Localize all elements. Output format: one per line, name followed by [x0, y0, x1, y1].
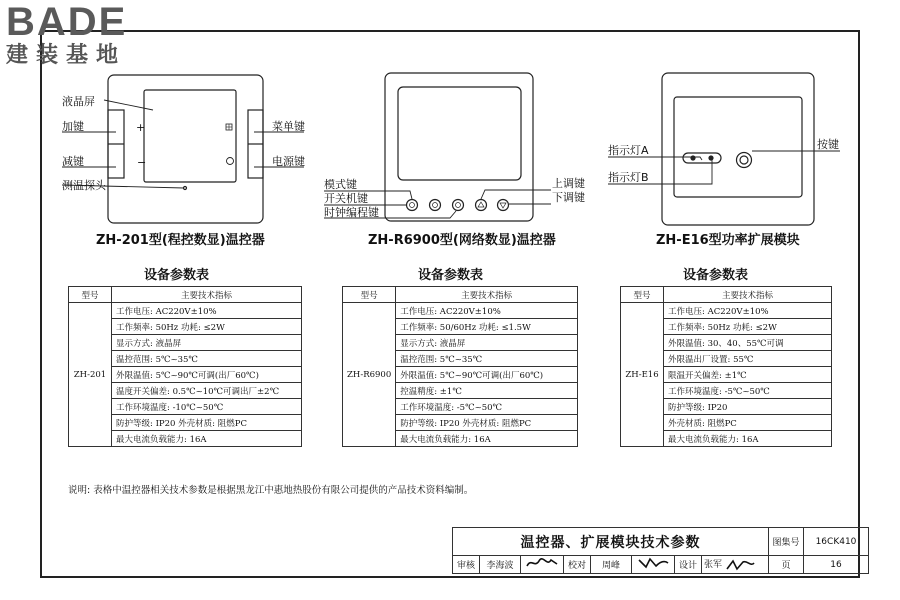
table-model: ZH-R6900	[343, 303, 396, 447]
r6900-down-button	[498, 200, 509, 211]
table-title-zh201: 设备参数表	[144, 268, 210, 283]
label-lcd: 液晶屏	[62, 95, 95, 108]
spec-table-zh201	[68, 286, 302, 447]
label-power-key: 电源键	[272, 155, 305, 168]
table-header: 型号	[621, 287, 664, 303]
table-row: 限温开关偏差: ±1℃	[664, 367, 832, 383]
label-clock-key: 时钟编程键	[324, 206, 379, 219]
e16-key-inner	[740, 156, 748, 164]
table-row: 显示方式: 液晶屏	[112, 335, 302, 351]
logo-brand: BADE	[6, 0, 128, 44]
table-row: 工作环境温度: -5℃~50℃	[396, 399, 578, 415]
designer-name: 张军	[704, 560, 723, 571]
logo-subtitle: 建装基地	[6, 43, 127, 68]
table-row: 工作频率: 50Hz 功耗: ≤2W	[112, 319, 302, 335]
table-row: 工作环境温度: -5℃~50℃	[664, 383, 832, 399]
table-row: 外壳材质: 阻燃PC	[664, 415, 832, 431]
zh201-body	[108, 75, 263, 223]
r6900-mode-button	[407, 200, 418, 211]
label-lamp-b: 指示灯B	[608, 171, 649, 184]
label-lamp-a: 指示灯A	[608, 144, 649, 157]
checker-name: 周峰	[591, 556, 632, 574]
drawing-title: 温控器、扩展模块技术参数	[453, 528, 769, 556]
table-row: 防护等级: IP20	[664, 399, 832, 415]
checker-signature	[632, 556, 675, 574]
caption-r6900: ZH-R6900型(网络数显)温控器	[368, 233, 556, 248]
table-row: 显示方式: 液晶屏	[396, 335, 578, 351]
table-row: 温控范围: 5℃~35℃	[396, 351, 578, 367]
plus-glyph: +	[136, 121, 146, 134]
reviewer-name: 李海波	[480, 556, 521, 574]
e16-panel	[674, 97, 802, 197]
label-onoff-key: 开关机键	[324, 192, 368, 205]
table-header: 主要技术指标	[112, 287, 302, 303]
label-up-key: 上调键	[552, 177, 585, 190]
table-row: 工作频率: 50/60Hz 功耗: ≤1.5W	[396, 319, 578, 335]
note-text: 说明: 表格中温控器相关技术参数是根据黑龙江中惠地热股份有限公司提供的产品技术资料编制。	[68, 485, 474, 496]
table-header: 主要技术指标	[664, 287, 832, 303]
table-row: 工作电压: AC220V±10%	[664, 303, 832, 319]
review-label: 审核	[453, 556, 480, 574]
caption-e16: ZH-E16型功率扩展模块	[656, 233, 800, 248]
label-down-key: 下调键	[552, 191, 585, 204]
table-row: 最大电流负载能力: 16A	[112, 431, 302, 447]
label-menu-key: 菜单键	[272, 120, 305, 133]
table-row: 工作电压: AC220V±10%	[112, 303, 302, 319]
table-title-e16: 设备参数表	[683, 268, 749, 283]
table-row: 防护等级: IP20 外壳材质: 阻燃PC	[396, 415, 578, 431]
minus-glyph: −	[137, 156, 147, 169]
table-row: 最大电流负载能力: 16A	[396, 431, 578, 447]
spec-table-e16	[620, 286, 832, 447]
table-row: 外限温值: 30、40、55℃可调	[664, 335, 832, 351]
spec-table-r6900	[342, 286, 578, 447]
e16-key-outer	[737, 153, 752, 168]
label-key: 按键	[817, 138, 839, 151]
page-label: 页	[769, 556, 804, 574]
table-title-r6900: 设备参数表	[418, 268, 484, 283]
zh201-power-icon	[227, 158, 234, 165]
page-number: 16	[804, 556, 869, 574]
table-row: 工作环境温度: -10℃~50℃	[112, 399, 302, 415]
table-row: 工作频率: 50Hz 功耗: ≤2W	[664, 319, 832, 335]
label-minus-key: 减键	[62, 155, 84, 168]
label-plus-key: 加键	[62, 120, 84, 133]
title-block	[452, 527, 869, 574]
atlas-number: 16CK410	[804, 528, 869, 556]
table-row: 外限温值: 5℃~90℃可调(出厂60℃)	[112, 367, 302, 383]
label-probe: 测温探头	[62, 179, 106, 192]
table-row: 防护等级: IP20 外壳材质: 阻燃PC	[112, 415, 302, 431]
zh201-screen	[144, 90, 236, 182]
designer-cell	[702, 556, 769, 574]
table-row: 温度开关偏差: 0.5℃~10℃可调出厂±2℃	[112, 383, 302, 399]
table-row: 外限温值: 5℃~90℃可调(出厂60℃)	[396, 367, 578, 383]
reviewer-signature	[521, 556, 564, 574]
atlas-label: 图集号	[769, 528, 804, 556]
caption-zh201: ZH-201型(程控数显)温控器	[96, 233, 265, 248]
table-header: 主要技术指标	[396, 287, 578, 303]
r6900-screen	[398, 87, 521, 180]
table-header: 型号	[343, 287, 396, 303]
label-mode-key: 模式键	[324, 178, 357, 191]
e16-body	[662, 73, 814, 225]
e16-lamp-b	[709, 156, 713, 160]
table-row: 控温精度: ±1℃	[396, 383, 578, 399]
table-model: ZH-E16	[621, 303, 664, 447]
check-label: 校对	[564, 556, 591, 574]
table-model: ZH-201	[69, 303, 112, 447]
design-label: 设计	[675, 556, 702, 574]
e16-lamp-holder	[683, 153, 721, 163]
r6900-up-button	[476, 200, 487, 211]
table-row: 外限温出厂设置: 55℃	[664, 351, 832, 367]
table-row: 温控范围: 5℃~35℃	[112, 351, 302, 367]
table-header: 型号	[69, 287, 112, 303]
table-row: 工作电压: AC220V±10%	[396, 303, 578, 319]
table-row: 最大电流负载能力: 16A	[664, 431, 832, 447]
r6900-clock-button	[453, 200, 464, 211]
r6900-onoff-button	[430, 200, 441, 211]
r6900-body	[385, 73, 533, 221]
